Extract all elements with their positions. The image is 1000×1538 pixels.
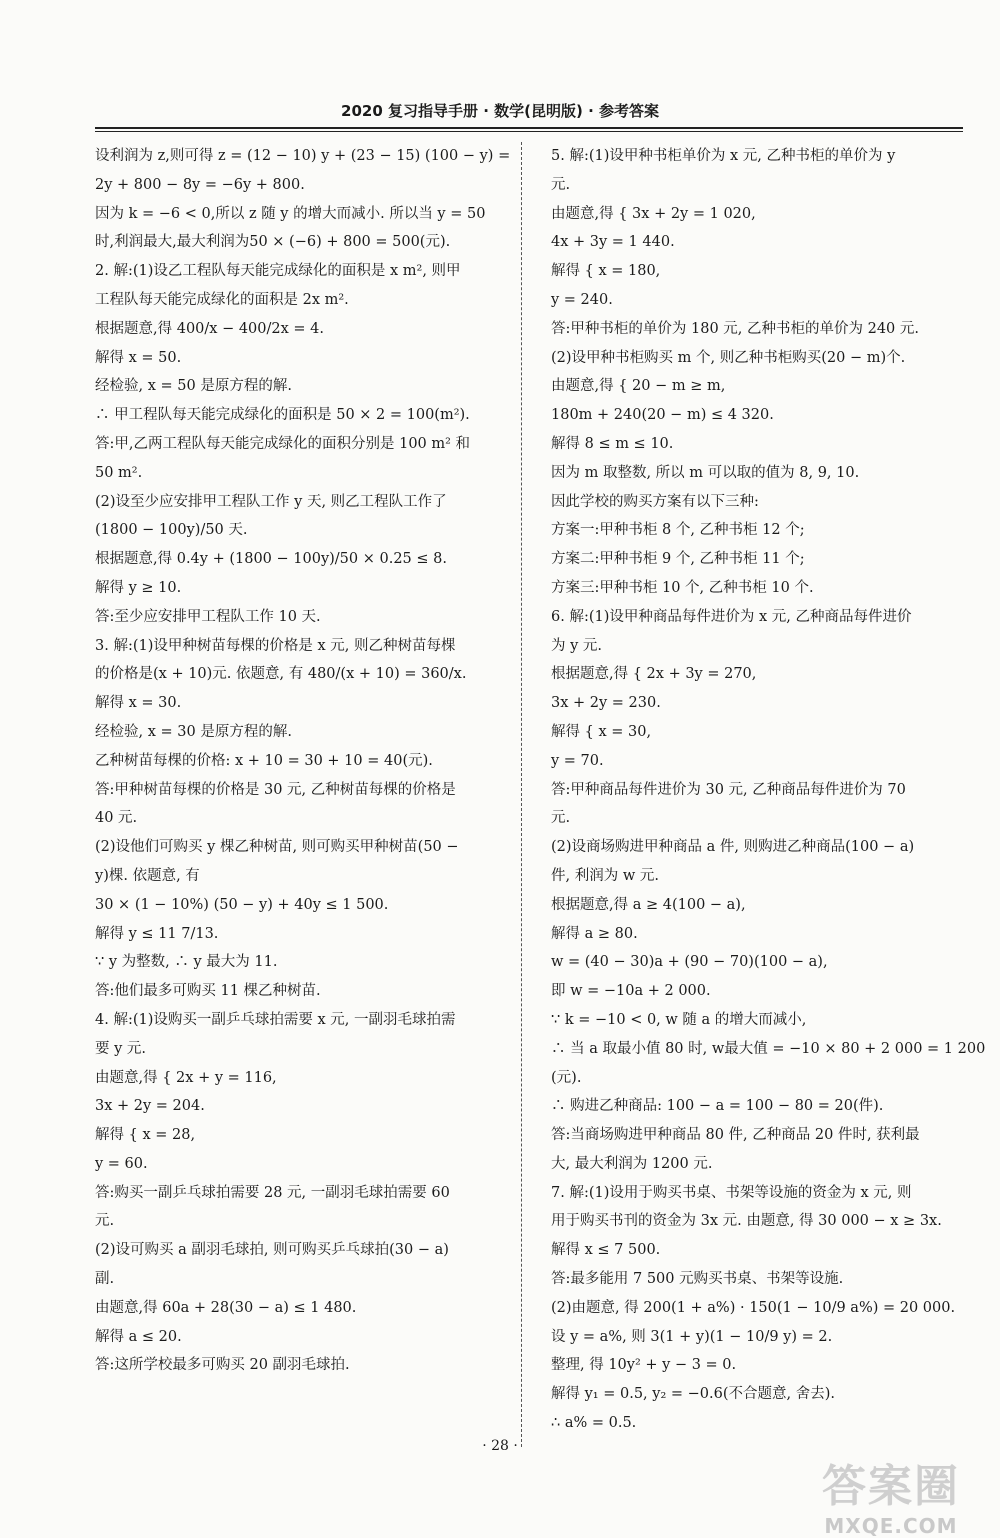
watermark-logo [822, 1450, 960, 1538]
text-line: ∴ 当 a 取最小值 80 时, w最大值 = −10 × 80 + 2 000 = 1 200 [551, 1040, 986, 1057]
text-line: 工程队每天能完成绿化的面积是 2x m². [95, 291, 349, 308]
text-line: 乙种树苗每棵的价格: x + 10 = 30 + 10 = 40(元). [95, 752, 433, 769]
text-line: 解得 x = 30. [95, 695, 182, 712]
header-rule-thin [95, 131, 963, 132]
text-line: 要 y 元. [95, 1040, 147, 1057]
text-line: y = 60. [95, 1155, 148, 1172]
text-line: 解得 x = 50. [95, 349, 182, 366]
text-line: ∵ y 为整数, ∴ y 最大为 11. [95, 954, 278, 971]
text-line: 3x + 2y = 230. [551, 695, 661, 712]
text-line: 设利润为 z,则可得 z = (12 − 10) y + (23 − 15) (100 − y) = [95, 148, 511, 164]
text-line: 答:他们最多可购买 11 棵乙种树苗. [95, 983, 321, 1000]
text-line: 答:甲种树苗每棵的价格是 30 元, 乙种树苗每棵的价格是 [95, 781, 456, 798]
text-line: 答:购买一副乒乓球拍需要 28 元, 一副羽毛球拍需要 60 [95, 1184, 450, 1201]
right-column [551, 142, 986, 1438]
text-line: (2)设商场购进甲种商品 a 件, 则购进乙种商品(100 − a) [551, 839, 915, 856]
text-line: (元). [551, 1069, 582, 1086]
text-line: 设 y = a%, 则 3(1 + y)(1 − 10/9 y) = 2. [551, 1328, 833, 1345]
text-line: 6. 解:(1)设甲种商品每件进价为 x 元, 乙种商品每件进价 [551, 608, 912, 625]
text-line: 为 y 元. [551, 637, 603, 654]
text-line: 根据题意,得 { 2x + 3y = 270, [551, 666, 757, 683]
text-line: 30 × (1 − 10%) (50 − y) + 40y ≤ 1 500. [95, 896, 389, 913]
text-line: 元. [551, 176, 571, 193]
text-line: 解得 a ≤ 20. [95, 1328, 182, 1345]
text-line: 180m + 240(20 − m) ≤ 4 320. [551, 407, 774, 424]
text-line: 解得 { x = 28, [95, 1127, 196, 1144]
text-line: 3. 解:(1)设甲种树苗每棵的价格是 x 元, 则乙种树苗每棵 [95, 637, 456, 654]
left-column [95, 142, 511, 1380]
text-line: 解得 y ≥ 10. [95, 579, 182, 596]
text-line: 根据题意,得 400/x − 400/2x = 4. [95, 320, 324, 337]
text-line: 答:甲种书柜的单价为 180 元, 乙种书柜的单价为 240 元. [551, 320, 919, 337]
text-line: 由题意,得 { 3x + 2y = 1 020, [551, 205, 756, 222]
text-line: 根据题意,得 a ≥ 4(100 − a), [551, 896, 746, 913]
text-line: 件, 利润为 w 元. [551, 867, 659, 884]
text-line: 整理, 得 10y² + y − 3 = 0. [551, 1357, 737, 1374]
text-line: (1800 − 100y)/50 天. [95, 522, 248, 539]
text-line: 因为 k = −6 < 0,所以 z 随 y 的增大而减小. 所以当 y = 50 [95, 205, 486, 222]
text-line: ∴ a% = 0.5. [551, 1415, 637, 1432]
text-line: ∵ k = −10 < 0, w 随 a 的增大而减小, [551, 1011, 807, 1028]
text-line: 用于购买书刊的资金为 3x 元. 由题意, 得 30 000 − x ≥ 3x. [551, 1213, 942, 1230]
text-line: 40 元. [95, 810, 138, 827]
text-line: y)棵. 依题意, 有 [95, 867, 200, 884]
text-line: 解得 a ≥ 80. [551, 925, 638, 942]
text-line: 2y + 800 − 8y = −6y + 800. [95, 176, 305, 193]
text-line: 根据题意,得 0.4y + (1800 − 100y)/50 × 0.25 ≤ 8. [95, 551, 447, 568]
text-line: 答:甲,乙两工程队每天能完成绿化的面积分别是 100 m² 和 [95, 435, 471, 452]
text-line: 由题意,得 { 20 − m ≥ m, [551, 378, 726, 395]
text-line: y = 240. [551, 291, 613, 308]
text-line: 答:甲种商品每件进价为 30 元, 乙种商品每件进价为 70 [551, 781, 906, 798]
text-line: 方案一:甲种书柜 8 个, 乙种书柜 12 个; [551, 522, 805, 539]
text-line: (2)设甲种书柜购买 m 个, 则乙种书柜购买(20 − m)个. [551, 349, 906, 366]
text-line: 时,利润最大,最大利润为50 × (−6) + 800 = 500(元). [95, 234, 451, 251]
text-line: 大, 最大利润为 1200 元. [551, 1155, 713, 1172]
text-line: y = 70. [551, 752, 604, 769]
text-line: (2)设可购买 a 副羽毛球拍, 则可购买乒乓球拍(30 − a) [95, 1242, 449, 1259]
text-line: 答:当商场购进甲种商品 80 件, 乙种商品 20 件时, 获利最 [551, 1127, 920, 1144]
text-line: 答:至少应安排甲工程队工作 10 天. [95, 608, 321, 625]
text-line: 解得 x ≤ 7 500. [551, 1242, 661, 1259]
header-rule-thick [95, 127, 963, 129]
text-line: ∴ 购进乙种商品: 100 − a = 100 − 80 = 20(件). [551, 1098, 884, 1115]
text-line: 50 m². [95, 464, 143, 481]
text-line: 解得 y ≤ 11 7/13. [95, 925, 219, 942]
text-line: (2)由题意, 得 200(1 + a%) · 150(1 − 10/9 a%) = 20 000. [551, 1299, 956, 1316]
text-line: 5. 解:(1)设甲种书柜单价为 x 元, 乙种书柜的单价为 y [551, 148, 896, 164]
text-line: 经检验, x = 50 是原方程的解. [95, 378, 292, 395]
text-line: 经检验, x = 30 是原方程的解. [95, 723, 292, 740]
text-line: 的价格是(x + 10)元. 依题意, 有 480/(x + 10) = 360/x. [95, 666, 467, 683]
text-line: (2)设至少应安排甲工程队工作 y 天, 则乙工程队工作了 [95, 493, 447, 510]
text-line: (2)设他们可购买 y 棵乙种树苗, 则可购买甲种树苗(50 − [95, 839, 459, 856]
text-line: 解得 8 ≤ m ≤ 10. [551, 435, 674, 452]
text-line: 解得 { x = 180, [551, 263, 661, 280]
text-line: 由题意,得 60a + 28(30 − a) ≤ 1 480. [95, 1299, 357, 1316]
watermark-text-bottom: MXQE.COM [824, 1514, 958, 1538]
text-line: 3x + 2y = 204. [95, 1098, 205, 1115]
text-line: 2. 解:(1)设乙工程队每天能完成绿化的面积是 x m², 则甲 [95, 263, 461, 280]
text-line: 解得 { x = 30, [551, 723, 652, 740]
text-line: 答:最多能用 7 500 元购买书桌、书架等设施. [551, 1271, 844, 1288]
text-line: 解得 y₁ = 0.5, y₂ = −0.6(不合题意, 舍去). [551, 1386, 835, 1403]
text-line: 元. [551, 810, 571, 827]
page-number: · 28 · [482, 1438, 518, 1454]
column-divider [521, 142, 522, 1447]
page-header: 2020 复习指导手册 · 数学(昆明版) · 参考答案 [341, 102, 659, 120]
text-line: 答:这所学校最多可购买 20 副羽毛球拍. [95, 1357, 350, 1374]
text-line: 4x + 3y = 1 440. [551, 234, 675, 251]
text-line: 因为 m 取整数, 所以 m 可以取的值为 8, 9, 10. [551, 464, 860, 481]
text-line: 由题意,得 { 2x + y = 116, [95, 1069, 277, 1086]
text-line: ∴ 甲工程队每天能完成绿化的面积是 50 × 2 = 100(m²). [95, 407, 470, 424]
text-line: w = (40 − 30)a + (90 − 70)(100 − a), [551, 954, 828, 971]
text-line: 7. 解:(1)设用于购买书桌、书架等设施的资金为 x 元, 则 [551, 1184, 912, 1201]
text-line: 元. [95, 1213, 115, 1230]
text-line: 即 w = −10a + 2 000. [551, 983, 711, 1000]
text-line: 因此学校的购买方案有以下三种: [551, 493, 759, 510]
watermark-text-top: 答案圈 [822, 1461, 960, 1512]
text-line: 方案三:甲种书柜 10 个, 乙种书柜 10 个. [551, 579, 814, 596]
text-line: 4. 解:(1)设购买一副乒乓球拍需要 x 元, 一副羽毛球拍需 [95, 1011, 456, 1028]
text-line: 副. [95, 1271, 115, 1288]
text-line: 方案二:甲种书柜 9 个, 乙种书柜 11 个; [551, 551, 805, 568]
